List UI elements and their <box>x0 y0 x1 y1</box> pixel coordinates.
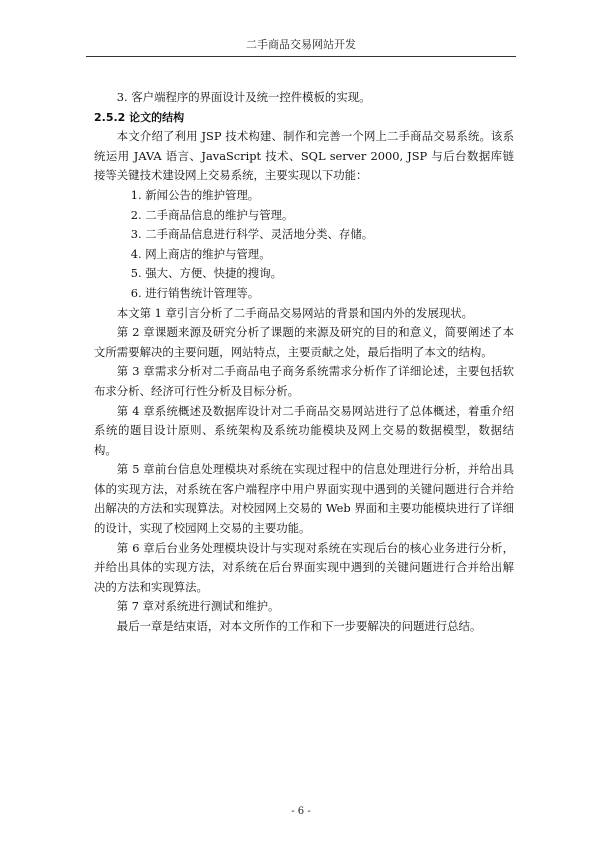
intro-list-item: 3. 客户端程序的界面设计及统一控件模板的实现。 <box>116 90 371 104</box>
chapter-paragraph: 第 5 章前台信息处理模块对系统在实现过程中的信息处理进行分析，并给出具体的实现方法，对系统在客户端程序中用户界面实现中遇到的关键问题进行合并给出解决的方法和实现算法。对校园网上交易的 Web 界面和主要功能模块进行了详细的设计，实现了校园网上交易的主要功能。 <box>94 462 514 536</box>
chapter-paragraph: 最后一章是结束语，对本文所作的工作和下一步要解决的问题进行总结。 <box>116 619 482 634</box>
chapter-paragraph: 第 4 章系统概述及数据库设计对二手商品交易网站进行了总体概述，着重介绍系统的题目设计原则、系统架构及系统功能模块及网上交易的数据模型，数据结构。 <box>94 403 514 457</box>
function-item: 3. 二手商品信息进行科学、灵活地分类、存储。 <box>130 227 374 242</box>
chapter-summaries <box>94 304 514 637</box>
header-rule <box>86 56 516 57</box>
running-header: 二手商品交易网站开发 <box>246 38 356 51</box>
chapter-paragraph: 第 7 章对系统进行测试和维护。 <box>116 599 280 614</box>
function-item: 4. 网上商店的维护与管理。 <box>130 246 271 261</box>
chapter-paragraph: 本文第 1 章引言分析了二手商品交易网站的背景和国内外的发展现状。 <box>116 305 474 320</box>
chapter-paragraph: 第 6 章后台业务处理模块设计与实现对系统在实现后台的核心业务进行分析，并给出具体的实现方法，对系统在后台界面实现中遇到的关键问题进行合并给出解决的方法和实现算法。 <box>94 540 514 594</box>
function-item: 6. 进行销售统计管理等。 <box>130 285 260 300</box>
document-body <box>94 88 514 637</box>
overview-paragraph: 本文介绍了利用 JSP 技术构建、制作和完善一个网上二手商品交易系统。该系统运用 JAVA 语言、JavaScript 技术、SQL server 2000, JSP 与后台数据库链接等关键技术建设网上交易系统，主要实现以下功能： <box>94 129 514 183</box>
section-heading: 2.5.2 论文的结构 <box>94 110 185 124</box>
page-number: - 6 - <box>291 806 311 817</box>
function-item: 5. 强大、方便、快捷的搜询。 <box>130 266 282 281</box>
chapter-paragraph: 第 3 章需求分析对二手商品电子商务系统需求分析作了详细论述，主要包括软布求分析、经济可行性分析及目标分析。 <box>94 364 514 398</box>
function-item: 2. 二手商品信息的维护与管理。 <box>130 207 294 222</box>
function-item: 1. 新闻公告的维护管理。 <box>130 187 260 202</box>
function-list <box>94 186 514 304</box>
chapter-paragraph: 第 2 章课题来源及研究分析了课题的来源及研究的目的和意义，简要阐述了本文所需要解决的主要问题，网站特点，主要贡献之处，最后指明了本文的结构。 <box>94 325 514 359</box>
